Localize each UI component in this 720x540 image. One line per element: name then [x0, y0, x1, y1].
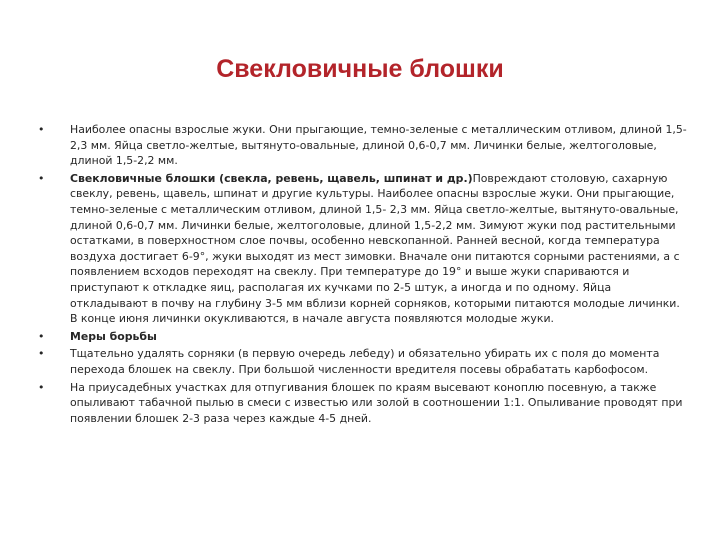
item-2-bold: Свекловичные блошки (свекла, ревень, щавель, шпинат и др.) — [70, 171, 473, 185]
list-item-2 — [38, 171, 688, 327]
bullet-icon: • — [38, 171, 45, 185]
item-1-text: Наиболее опасны взрослые жуки. Они прыгающие, темно-зеленые с металлическим отливом, длиной 1,5- 2,3 мм. Яйца светло-желтые, вытянуто-овальные, длиной 0,6-0,7 мм. Личинки белые, желтоголовые, длиной 1,5-2,2 мм. — [70, 123, 687, 168]
bullet-icon: • — [38, 347, 45, 361]
bullet-list — [38, 122, 688, 426]
list-item-5 — [38, 380, 688, 427]
list-item-1 — [38, 122, 688, 169]
list-item-3 — [38, 329, 688, 345]
bullet-icon: • — [38, 380, 45, 394]
item-3-bold: Меры борьбы — [70, 329, 157, 343]
bullet-icon: • — [38, 329, 45, 343]
item-4-text: Тщательно удалять сорняки (в первую очередь лебеду) и обязательно убирать их с поля до момента перехода блошек на свеклу. При большой численности вредителя посевы обрабатать карбофосом. — [70, 347, 660, 376]
slide-content — [38, 122, 688, 426]
bullet-icon: • — [38, 123, 45, 136]
list-item-4 — [38, 346, 688, 377]
slide-title: Свекловичные блошки — [216, 55, 504, 83]
item-2-text: Повреждают столовую, сахарную свеклу, ревень, щавель, шпинат и другие культуры. Наиболее опасны взрослые жуки. Они прыгающие, темно-зеленые с металлическим отливом, длиной 1,5- 2,3 мм. Яйца светло-желтые, вытянуто-овальные, длиной 0,6-0,7 мм. Личинки белые, желтоголовые, длиной 1,5-2,2 мм. Зимуют жуки под растительными остатками, в поверхностном слое почвы, особенно невскопанной. Ранней весной, когда температура воздуха достигает 6-9°, жуки выходят из мест зимовки. Вначале они питаются сорными растениями, а с появлением всходов переходят на свеклу. При температуре до 19° и выше жуки спариваются и приступают к откладке яиц, располагая их кучками по 2-5 штук, а иногда и по одному. Яйца откладывают в почву на глубину 3-5 мм вблизи корней сорняков, которыми питаются молодые личинки. В конце июня личинки окукливаются, в начале августа появляются молодые жуки. — [70, 171, 680, 326]
item-5-text: На приусадебных участках для отпугивания блошек по краям высевают коноплю посевную, а также опыливают табачной пылью в смеси с известью или золой в соотношении 1:1. Опыливание проводят при появлении блошек 2-3 раза через каждые 4-5 дней. — [70, 380, 683, 425]
